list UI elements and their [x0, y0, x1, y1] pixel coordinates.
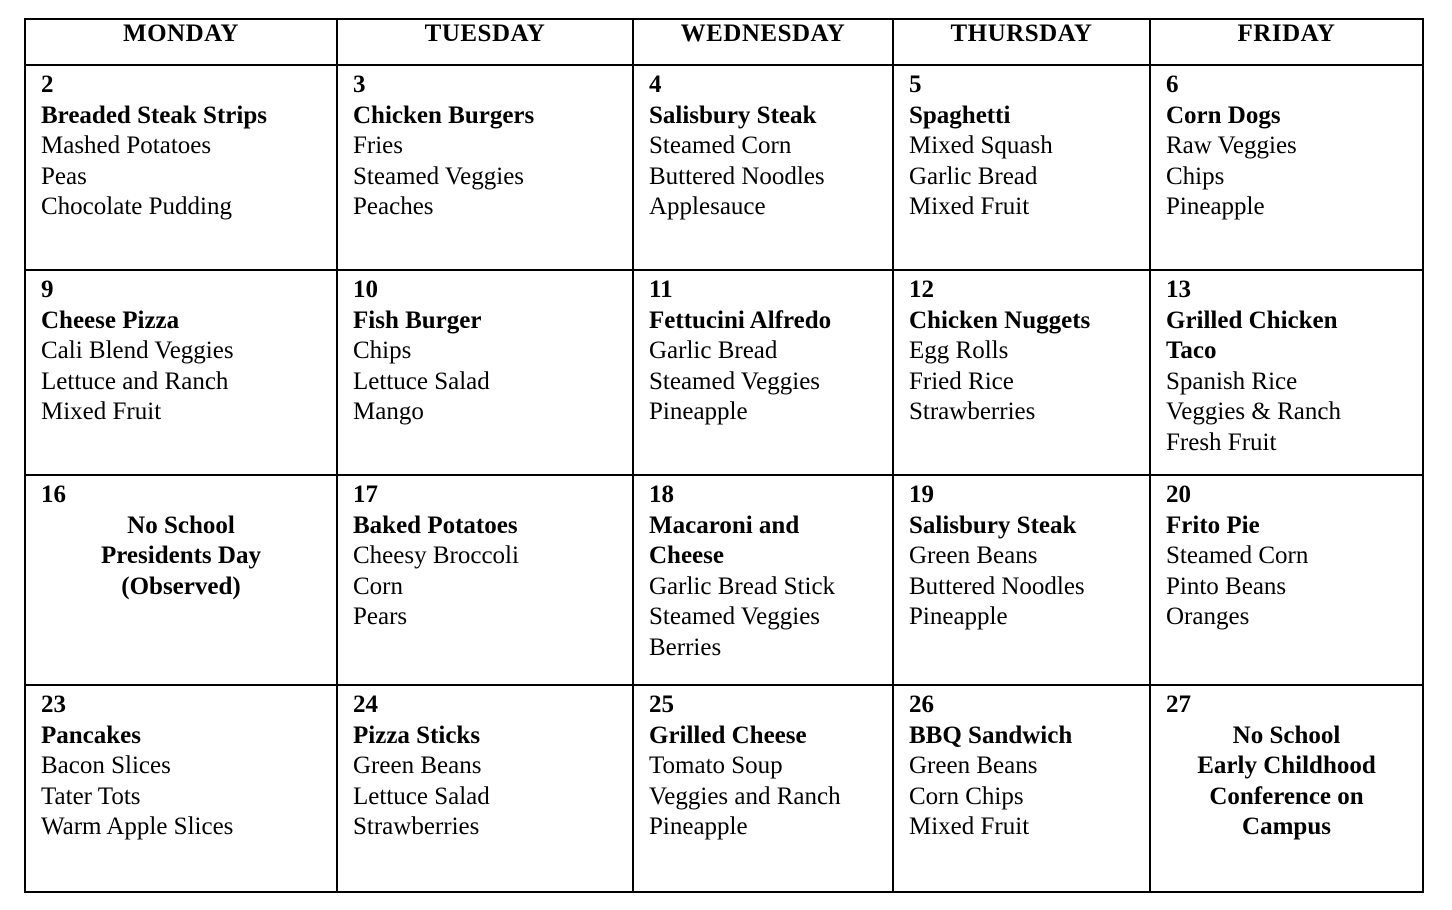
date-number: 27: [1166, 691, 1191, 718]
date-number: 3: [353, 71, 366, 98]
day-cell: [337, 270, 633, 475]
date-number: 23: [41, 691, 66, 718]
header-thursday: THURSDAY: [893, 19, 1150, 65]
main-dish: Corn Dogs: [1166, 101, 1281, 129]
side-item: Peas: [41, 162, 87, 190]
day-cell: [337, 475, 633, 685]
main-dish: Chicken Nuggets: [909, 306, 1091, 334]
day-cell: [893, 65, 1150, 270]
day-cell: [1150, 685, 1423, 892]
day-cell: [1150, 270, 1423, 475]
side-item: Garlic Bread Stick: [649, 572, 836, 600]
side-item: Peaches: [353, 193, 434, 221]
side-item: Pears: [353, 603, 408, 631]
side-item: Steamed Veggies: [649, 367, 821, 395]
side-item: Corn: [353, 572, 403, 600]
side-item: Chips: [353, 337, 412, 365]
side-item: Applesauce: [649, 193, 766, 221]
main-dish: Salisbury Steak: [649, 101, 817, 129]
day-cell: [337, 685, 633, 892]
side-item: Steamed Veggies: [649, 603, 821, 631]
no-school-notice: (Observed): [121, 572, 241, 600]
side-item: Cali Blend Veggies: [41, 337, 234, 365]
date-number: 10: [353, 276, 378, 303]
date-number: 16: [41, 481, 66, 508]
date-number: 5: [909, 71, 922, 98]
side-item: Green Beans: [353, 752, 482, 780]
side-item: Chocolate Pudding: [41, 193, 232, 221]
day-cell: [633, 65, 893, 270]
date-number: 2: [41, 71, 54, 98]
side-item: Steamed Veggies: [353, 162, 525, 190]
day-cell: [893, 685, 1150, 892]
side-item: Strawberries: [353, 813, 480, 841]
date-number: 9: [41, 276, 54, 303]
side-item: Corn Chips: [909, 782, 1024, 810]
header-wednesday: WEDNESDAY: [633, 19, 893, 65]
side-item: Steamed Corn: [1166, 542, 1309, 570]
date-number: 24: [353, 691, 378, 718]
side-item: Spanish Rice: [1166, 367, 1298, 395]
date-number: 25: [649, 691, 674, 718]
week-row: [25, 685, 1423, 892]
day-cell: [25, 270, 337, 475]
side-item: Oranges: [1166, 603, 1250, 631]
side-item: Fried Rice: [909, 367, 1014, 395]
side-item: Egg Rolls: [909, 337, 1009, 365]
day-cell: [633, 685, 893, 892]
main-dish: Fish Burger: [353, 306, 482, 334]
day-cell: [1150, 475, 1423, 685]
main-dish: Breaded Steak Strips: [41, 101, 267, 129]
main-dish: Spaghetti: [909, 101, 1011, 129]
lunch-menu-calendar: [24, 18, 1424, 893]
side-item: Mixed Fruit: [909, 813, 1030, 841]
main-dish: Baked Potatoes: [353, 511, 518, 539]
day-cell: [633, 475, 893, 685]
side-item: Raw Veggies: [1166, 132, 1297, 160]
main-dish: Grilled Cheese: [649, 721, 807, 749]
side-item: Tater Tots: [41, 782, 141, 810]
date-number: 18: [649, 481, 674, 508]
week-row: [25, 270, 1423, 475]
date-number: 13: [1166, 276, 1191, 303]
no-school-notice: No School: [127, 511, 235, 539]
date-number: 4: [649, 71, 662, 98]
side-item: Mango: [353, 398, 424, 426]
main-dish: Frito Pie: [1166, 511, 1260, 539]
side-item: Strawberries: [909, 398, 1036, 426]
date-number: 20: [1166, 481, 1191, 508]
header-tuesday: TUESDAY: [337, 19, 633, 65]
no-school-notice: Campus: [1242, 813, 1331, 841]
main-dish: Fettucini Alfredo: [649, 306, 832, 334]
date-number: 12: [909, 276, 934, 303]
side-item: Berries: [649, 633, 722, 661]
date-number: 17: [353, 481, 378, 508]
date-number: 26: [909, 691, 934, 718]
side-item: Buttered Noodles: [649, 162, 825, 190]
header-monday: MONDAY: [25, 19, 337, 65]
side-item: Warm Apple Slices: [41, 813, 234, 841]
side-item: Green Beans: [909, 542, 1038, 570]
side-item: Fresh Fruit: [1166, 428, 1277, 456]
side-item: Pineapple: [909, 603, 1008, 631]
side-item: Cheesy Broccoli: [353, 542, 519, 570]
weekday-header-row: [25, 19, 1423, 65]
day-cell: [1150, 65, 1423, 270]
main-dish: Pizza Sticks: [353, 721, 481, 749]
main-dish: BBQ Sandwich: [909, 721, 1073, 749]
no-school-notice: Conference on: [1209, 782, 1364, 810]
day-cell: [25, 685, 337, 892]
side-item: Bacon Slices: [41, 752, 171, 780]
side-item: Mashed Potatoes: [41, 132, 212, 160]
day-cell: [337, 65, 633, 270]
week-row: [25, 65, 1423, 270]
side-item: Lettuce and Ranch: [41, 367, 229, 395]
side-item: Lettuce Salad: [353, 782, 490, 810]
day-cell: [25, 65, 337, 270]
main-dish: Grilled Chicken Taco: [1166, 306, 1338, 365]
side-item: Mixed Fruit: [41, 398, 162, 426]
side-item: Lettuce Salad: [353, 367, 490, 395]
day-cell: [25, 475, 337, 685]
no-school-notice: Early Childhood: [1197, 752, 1376, 780]
side-item: Buttered Noodles: [909, 572, 1085, 600]
header-friday: FRIDAY: [1150, 19, 1423, 65]
day-cell: [893, 270, 1150, 475]
date-number: 19: [909, 481, 934, 508]
no-school-notice: Presidents Day: [101, 542, 261, 570]
side-item: Mixed Squash: [909, 132, 1053, 160]
side-item: Veggies and Ranch: [649, 782, 841, 810]
side-item: Pineapple: [649, 813, 748, 841]
side-item: Pineapple: [1166, 193, 1265, 221]
day-cell: [893, 475, 1150, 685]
no-school-notice: No School: [1232, 721, 1341, 749]
main-dish: Cheese Pizza: [41, 306, 180, 334]
side-item: Mixed Fruit: [909, 193, 1030, 221]
side-item: Veggies & Ranch: [1166, 398, 1341, 426]
date-number: 11: [649, 276, 673, 303]
side-item: Tomato Soup: [649, 752, 783, 780]
side-item: Pineapple: [649, 398, 748, 426]
side-item: Chips: [1166, 162, 1225, 190]
side-item: Garlic Bread: [909, 162, 1038, 190]
main-dish: Chicken Burgers: [353, 101, 535, 129]
side-item: Garlic Bread: [649, 337, 778, 365]
side-item: Steamed Corn: [649, 132, 792, 160]
main-dish: Macaroni and Cheese: [649, 511, 800, 570]
main-dish: Salisbury Steak: [909, 511, 1077, 539]
side-item: Fries: [353, 132, 403, 160]
side-item: Green Beans: [909, 752, 1038, 780]
day-cell: [633, 270, 893, 475]
main-dish: Pancakes: [41, 721, 141, 749]
week-row: [25, 475, 1423, 685]
date-number: 6: [1166, 71, 1179, 98]
side-item: Pinto Beans: [1166, 572, 1287, 600]
